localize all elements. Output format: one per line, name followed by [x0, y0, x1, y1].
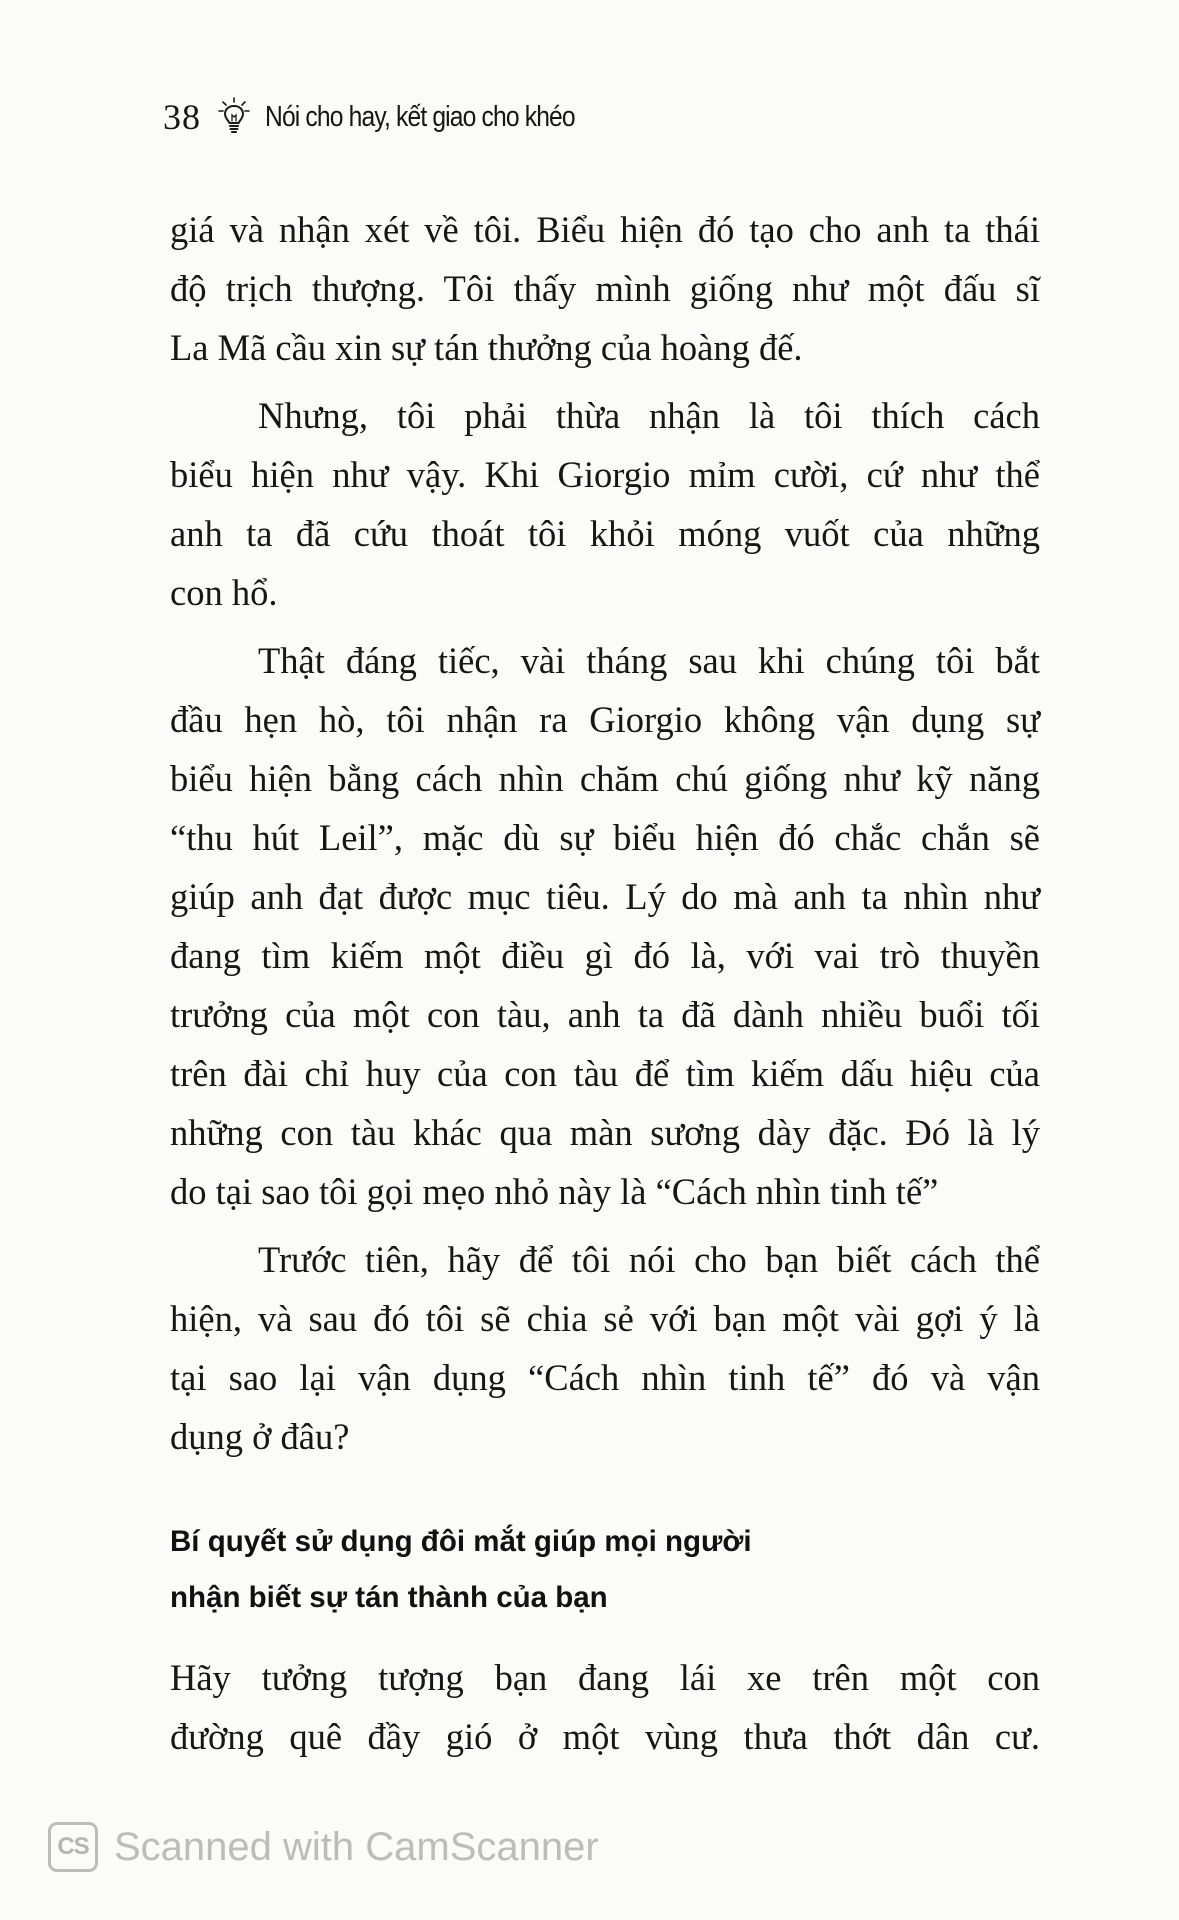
text-line: độ trịch thượng. Tôi thấy mình giống như một đấu sĩ [170, 268, 1040, 309]
heading-line: nhận biết sự tán thành của bạn [170, 1581, 608, 1614]
text-line: những con tàu khác qua màn sương dày đặc. Đó là lý [170, 1112, 1040, 1153]
text-line: giá và nhận xét về tôi. Biểu hiện đó tạo cho anh ta thái [170, 209, 1040, 250]
text-line: biểu hiện như vậy. Khi Giorgio mỉm cười, cứ như thể [170, 454, 1040, 495]
text-line: con hổ. [170, 572, 278, 613]
paragraph-3 [170, 631, 1040, 1221]
paragraph-5 [170, 1648, 1040, 1766]
text-line: dụng ở đâu? [170, 1416, 350, 1457]
text-line: La Mã cầu xin sự tán thưởng của hoàng đế. [170, 327, 803, 368]
page-header [163, 96, 629, 138]
camscanner-watermark [48, 1822, 599, 1872]
paragraph-4 [170, 1230, 1040, 1466]
text-line: Nhưng, tôi phải thừa nhận là tôi thích cách [258, 395, 1040, 436]
text-line: biểu hiện bằng cách nhìn chăm chú giống như kỹ năng [170, 758, 1040, 799]
text-line: đường quê đầy gió ở một vùng thưa thớt dân cư. [170, 1716, 1040, 1757]
page-number: 38 [163, 97, 201, 137]
heading-line: Bí quyết sử dụng đôi mắt giúp mọi người [170, 1525, 752, 1558]
text-line: trên đài chỉ huy của con tàu để tìm kiếm dấu hiệu của [170, 1053, 1040, 1094]
body-text [170, 200, 1040, 1766]
text-line: hiện, và sau đó tôi sẽ chia sẻ với bạn một vài gợi ý là [170, 1298, 1040, 1339]
text-line: anh ta đã cứu thoát tôi khỏi móng vuốt của những [170, 513, 1040, 554]
watermark-text: Scanned with CamScanner [114, 1824, 599, 1869]
text-line: đầu hẹn hò, tôi nhận ra Giorgio không vận dụng sự [170, 699, 1040, 740]
camscanner-logo-icon: CS [48, 1822, 98, 1872]
text-line: đang tìm kiếm một điều gì đó là, với vai trò thuyền [170, 935, 1040, 976]
section-heading [170, 1514, 1040, 1626]
paragraph-2 [170, 386, 1040, 622]
text-line: do tại sao tôi gọi mẹo nhỏ này là “Cách nhìn tinh tế” [170, 1171, 939, 1212]
text-line: giúp anh đạt được mục tiêu. Lý do mà anh ta nhìn như [170, 876, 1040, 917]
lightbulb-icon [217, 97, 251, 137]
text-line: Trước tiên, hãy để tôi nói cho bạn biết cách thể [258, 1239, 1040, 1280]
text-line: tại sao lại vận dụng “Cách nhìn tinh tế” đó và vận [170, 1357, 1040, 1398]
text-line: “thu hút Leil”, mặc dù sự biểu hiện đó chắc chắn sẽ [170, 817, 1040, 858]
text-line: Hãy tưởng tượng bạn đang lái xe trên một con [170, 1657, 1040, 1698]
text-line: Thật đáng tiếc, vài tháng sau khi chúng tôi bắt [258, 640, 1040, 681]
text-line: trưởng của một con tàu, anh ta đã dành nhiều buổi tối [170, 994, 1040, 1035]
paragraph-1 [170, 200, 1040, 377]
running-title: Nói cho hay, kết giao cho khéo [265, 100, 575, 133]
